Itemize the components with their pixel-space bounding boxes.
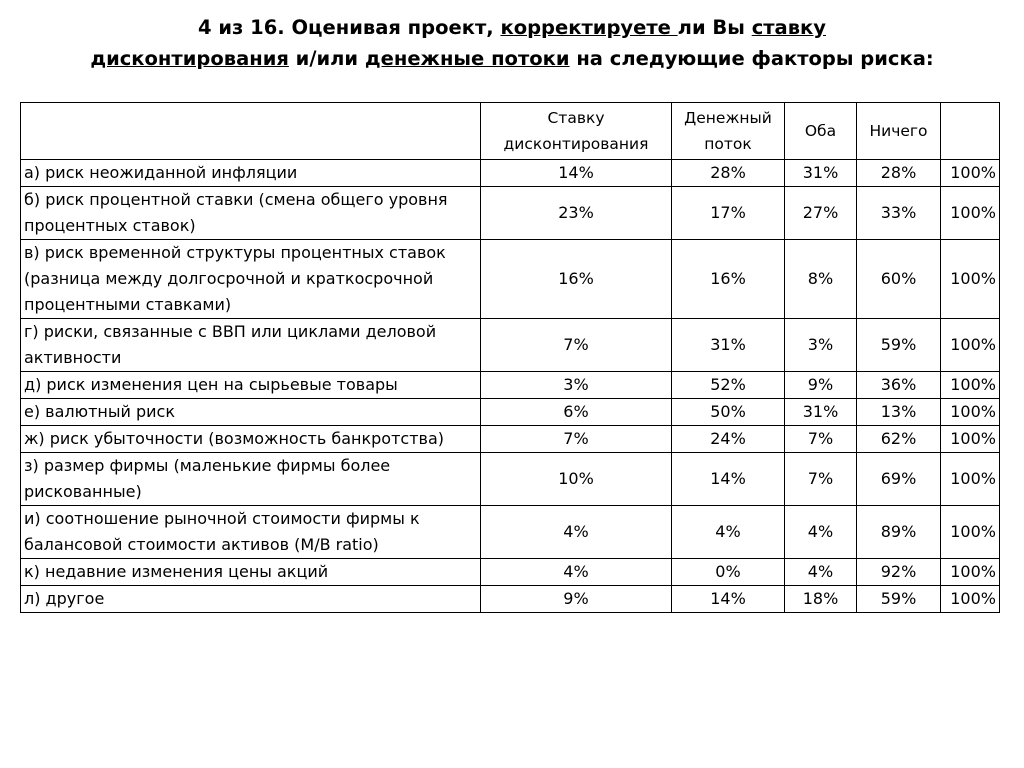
header-total bbox=[941, 103, 1000, 160]
none-cell: 62% bbox=[857, 426, 941, 453]
none-cell: 59% bbox=[857, 319, 941, 372]
rate-cell: 3% bbox=[481, 372, 672, 399]
flow-cell: 31% bbox=[672, 319, 785, 372]
factor-cell: г) риски, связанные с ВВП или циклами деловой активности bbox=[21, 319, 481, 372]
header-none: Ничего bbox=[857, 103, 941, 160]
table-row bbox=[21, 506, 1000, 559]
none-cell: 36% bbox=[857, 372, 941, 399]
both-cell: 18% bbox=[785, 586, 857, 613]
title-term-discounting: дисконтирования bbox=[90, 47, 289, 70]
title-line-2 bbox=[0, 43, 1024, 74]
none-cell: 60% bbox=[857, 240, 941, 319]
flow-cell: 24% bbox=[672, 426, 785, 453]
none-cell: 28% bbox=[857, 160, 941, 187]
both-cell: 9% bbox=[785, 372, 857, 399]
header-discount-rate: Ставку дисконтирования bbox=[481, 103, 672, 160]
total-cell: 100% bbox=[941, 559, 1000, 586]
factor-cell: к) недавние изменения цены акций bbox=[21, 559, 481, 586]
table-row bbox=[21, 319, 1000, 372]
rate-cell: 23% bbox=[481, 187, 672, 240]
total-cell: 100% bbox=[941, 506, 1000, 559]
total-cell: 100% bbox=[941, 160, 1000, 187]
factor-cell: з) размер фирмы (маленькие фирмы более рискованные) bbox=[21, 453, 481, 506]
rate-cell: 7% bbox=[481, 426, 672, 453]
factor-cell: б) риск процентной ставки (смена общего уровня процентных ставок) bbox=[21, 187, 481, 240]
total-cell: 100% bbox=[941, 586, 1000, 613]
flow-cell: 52% bbox=[672, 372, 785, 399]
factor-cell: и) соотношение рыночной стоимости фирмы к балансовой стоимости активов (M/B ratio) bbox=[21, 506, 481, 559]
factor-cell: л) другое bbox=[21, 586, 481, 613]
both-cell: 7% bbox=[785, 426, 857, 453]
total-cell: 100% bbox=[941, 426, 1000, 453]
flow-cell: 0% bbox=[672, 559, 785, 586]
table-row bbox=[21, 240, 1000, 319]
header-row bbox=[21, 103, 1000, 160]
flow-cell: 17% bbox=[672, 187, 785, 240]
none-cell: 13% bbox=[857, 399, 941, 426]
title-term-cashflows: денежные потоки bbox=[364, 47, 570, 70]
title-line-1 bbox=[0, 12, 1024, 43]
none-cell: 59% bbox=[857, 586, 941, 613]
none-cell: 69% bbox=[857, 453, 941, 506]
none-cell: 92% bbox=[857, 559, 941, 586]
title-term-adjust: корректируете bbox=[500, 16, 678, 39]
factor-cell: е) валютный риск bbox=[21, 399, 481, 426]
total-cell: 100% bbox=[941, 187, 1000, 240]
title-connector: ли Вы bbox=[677, 16, 752, 39]
title-term-rate: ставку bbox=[751, 16, 826, 39]
total-cell: 100% bbox=[941, 453, 1000, 506]
factor-cell: ж) риск убыточности (возможность банкротства) bbox=[21, 426, 481, 453]
total-cell: 100% bbox=[941, 372, 1000, 399]
none-cell: 89% bbox=[857, 506, 941, 559]
factor-cell: в) риск временной структуры процентных ставок (разница между долгосрочной и краткосрочной процентными ставками) bbox=[21, 240, 481, 319]
header-cash-flow: Денежный поток bbox=[672, 103, 785, 160]
rate-cell: 7% bbox=[481, 319, 672, 372]
factor-cell: д) риск изменения цен на сырьевые товары bbox=[21, 372, 481, 399]
flow-cell: 50% bbox=[672, 399, 785, 426]
both-cell: 4% bbox=[785, 506, 857, 559]
table-row bbox=[21, 187, 1000, 240]
risk-factors-table bbox=[20, 102, 1000, 613]
flow-cell: 14% bbox=[672, 453, 785, 506]
header-both: Оба bbox=[785, 103, 857, 160]
table-row bbox=[21, 426, 1000, 453]
flow-cell: 14% bbox=[672, 586, 785, 613]
rate-cell: 16% bbox=[481, 240, 672, 319]
both-cell: 27% bbox=[785, 187, 857, 240]
total-cell: 100% bbox=[941, 399, 1000, 426]
title-suffix: на следующие факторы риска: bbox=[569, 47, 934, 70]
rate-cell: 9% bbox=[481, 586, 672, 613]
slide-title bbox=[0, 12, 1024, 74]
table-row bbox=[21, 453, 1000, 506]
both-cell: 8% bbox=[785, 240, 857, 319]
table-row bbox=[21, 586, 1000, 613]
rate-cell: 4% bbox=[481, 559, 672, 586]
table-row bbox=[21, 160, 1000, 187]
rate-cell: 14% bbox=[481, 160, 672, 187]
both-cell: 7% bbox=[785, 453, 857, 506]
flow-cell: 16% bbox=[672, 240, 785, 319]
both-cell: 3% bbox=[785, 319, 857, 372]
flow-cell: 4% bbox=[672, 506, 785, 559]
both-cell: 31% bbox=[785, 399, 857, 426]
title-and-or: и/или bbox=[288, 47, 365, 70]
rate-cell: 6% bbox=[481, 399, 672, 426]
rate-cell: 4% bbox=[481, 506, 672, 559]
both-cell: 31% bbox=[785, 160, 857, 187]
table-row bbox=[21, 372, 1000, 399]
table-row bbox=[21, 399, 1000, 426]
total-cell: 100% bbox=[941, 319, 1000, 372]
both-cell: 4% bbox=[785, 559, 857, 586]
total-cell: 100% bbox=[941, 240, 1000, 319]
table-row bbox=[21, 559, 1000, 586]
title-prefix: 4 из 16. Оценивая проект, bbox=[198, 16, 501, 39]
rate-cell: 10% bbox=[481, 453, 672, 506]
factor-cell: а) риск неожиданной инфляции bbox=[21, 160, 481, 187]
flow-cell: 28% bbox=[672, 160, 785, 187]
header-factor bbox=[21, 103, 481, 160]
none-cell: 33% bbox=[857, 187, 941, 240]
